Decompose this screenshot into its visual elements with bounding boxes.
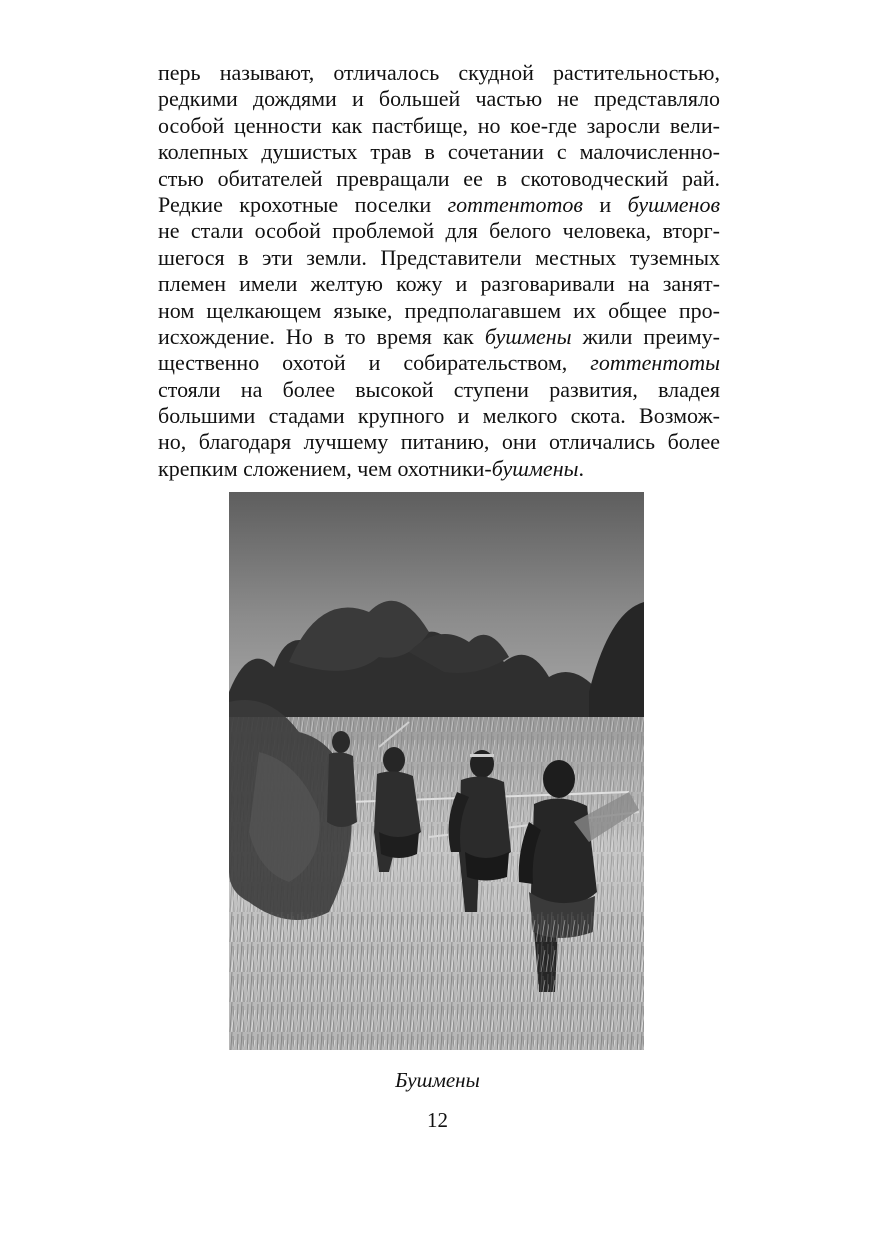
body-text (158, 60, 720, 482)
text-segment: стью обитателей превращали ее в скотоводческий рай. (158, 165, 720, 191)
text-line (158, 60, 720, 86)
text-line (158, 456, 720, 482)
italic-term: бушменов (627, 191, 720, 217)
text-line (158, 192, 720, 218)
text-line (158, 166, 720, 192)
figure-photo (229, 492, 644, 1050)
text-segment: стояли на более высокой ступени развития, владея (158, 376, 720, 402)
text-line (158, 403, 720, 429)
text-segment: и (582, 191, 628, 217)
text-line (158, 139, 720, 165)
text-segment: Редкие крохотные поселки (158, 191, 448, 217)
text-segment: но, благодаря лучшему питанию, они отличались более (158, 429, 720, 455)
bushmen-photo (229, 492, 644, 1050)
text-line (158, 298, 720, 324)
text-segment: не стали особой проблемой для белого человека, вторг- (158, 218, 720, 244)
text-segment: большими стадами крупного и мелкого скота. Возмож- (158, 403, 720, 429)
italic-term: бушмены (484, 323, 572, 349)
text-line (158, 350, 720, 376)
text-line (158, 324, 720, 350)
italic-term: готтентотов (447, 191, 583, 217)
text-segment: щественно охотой и собирательством, (158, 350, 591, 376)
text-segment: крепким сложением, чем охотники- (158, 455, 492, 481)
text-segment: особой ценности как пастбище, но кое-где заросли вели- (158, 112, 720, 138)
text-segment: исхождение. Но в то время как (158, 323, 485, 349)
text-segment: ном щелкающем языке, предполагавшем их общее про- (158, 297, 720, 323)
text-line (158, 218, 720, 244)
text-segment: перь называют, отличалось скудной растительностью, (158, 60, 720, 85)
text-line (158, 113, 720, 139)
text-segment: редкими дождями и большей частью не представляло (158, 86, 720, 112)
figure-caption: Бушмены (395, 1068, 480, 1092)
text-line (158, 271, 720, 297)
text-line (158, 245, 720, 271)
text-segment: . (578, 455, 585, 481)
page-number: 12 (427, 1108, 448, 1132)
text-line (158, 86, 720, 112)
foreground-grass (229, 912, 644, 1050)
text-segment: шегося в эти земли. Представители местных туземных (158, 244, 720, 270)
text-line (158, 429, 720, 455)
text-segment: жили преиму- (571, 323, 720, 349)
italic-term: готтентоты (590, 350, 720, 376)
text-line (158, 377, 720, 403)
italic-term: бушмены (491, 455, 579, 481)
text-segment: племен имели желтую кожу и разговаривали на занят- (158, 271, 720, 297)
text-segment: колепных душистых трав в сочетании с малочисленно- (158, 139, 720, 165)
